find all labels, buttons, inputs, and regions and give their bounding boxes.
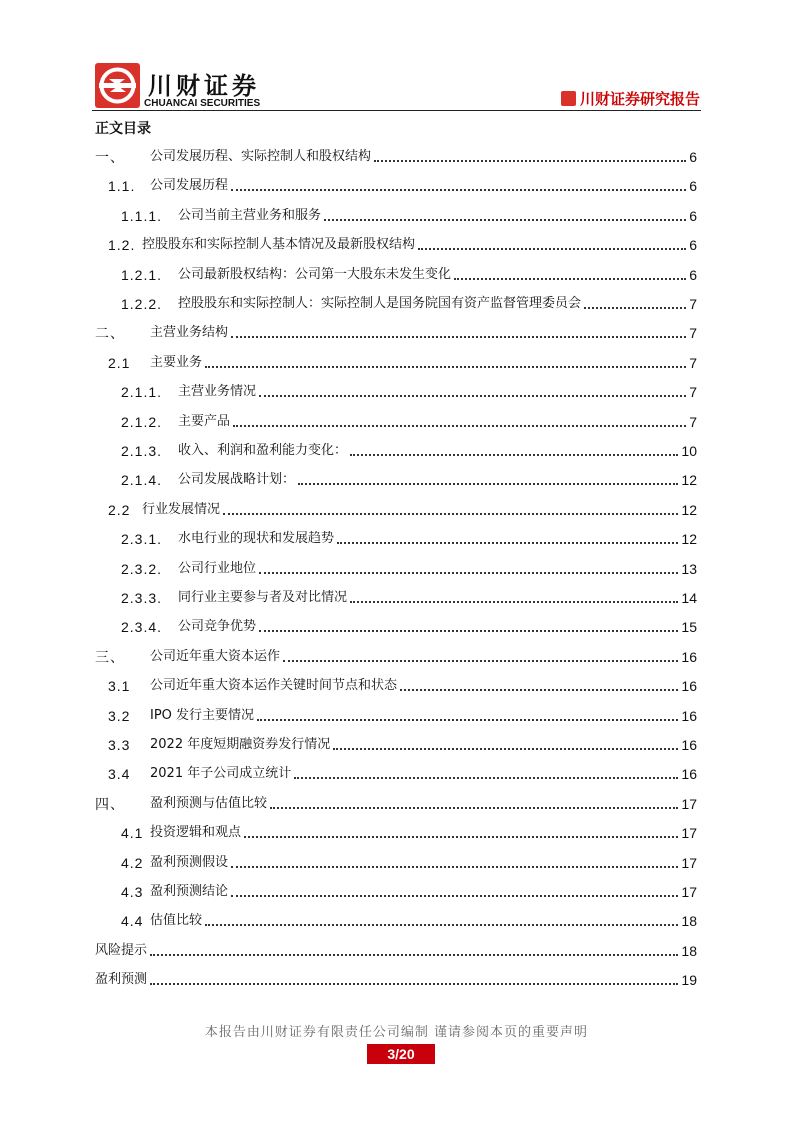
dot-leader	[257, 706, 678, 721]
toc-title-text: 估值比较	[150, 911, 202, 931]
toc-title-text: 控股股东和实际控制人基本情况及最新股权结构	[142, 235, 415, 255]
toc-title-text: 2021 年子公司成立统计	[150, 764, 291, 784]
toc-entry[interactable]	[95, 764, 697, 784]
toc-title-text: 盈利预测结论	[150, 882, 228, 902]
toc-number: 4.2	[121, 854, 144, 871]
toc-number: 4.1	[121, 825, 144, 842]
toc-entry[interactable]	[95, 735, 697, 755]
toc-number: 1.2.1.	[121, 266, 163, 283]
toc-number: 2.2	[108, 501, 131, 518]
toc-entry[interactable]	[95, 353, 697, 373]
dot-leader	[324, 206, 686, 221]
toc-title-text: 公司发展历程	[150, 176, 228, 196]
toc-number: 二、	[95, 325, 125, 342]
toc-entry[interactable]	[95, 676, 697, 696]
toc-number: 1.2.	[108, 237, 136, 254]
toc-entry[interactable]	[95, 529, 697, 549]
toc-entry[interactable]	[95, 470, 697, 490]
toc-number: 2.1.1.	[121, 384, 163, 401]
toc-entry[interactable]	[95, 294, 697, 314]
logo-icon	[95, 63, 140, 108]
toc-page: 18	[681, 913, 697, 930]
toc-title-text: 主营业务结构	[150, 323, 228, 343]
toc-page: 7	[689, 413, 697, 430]
toc-number: 3.4	[108, 766, 131, 783]
toc-number: 1.2.2.	[121, 296, 163, 312]
toc-title-text: 盈利预测	[95, 970, 147, 990]
dot-leader	[294, 764, 678, 779]
toc-page: 17	[681, 854, 697, 871]
toc-title-text: 投资逻辑和观点	[150, 823, 241, 843]
toc-entry[interactable]	[95, 323, 697, 343]
dot-leader	[259, 559, 678, 574]
toc-number: 3.3	[108, 737, 131, 753]
toc-page: 6	[689, 266, 697, 283]
toc-number: 1.1.1.	[121, 207, 163, 224]
toc-page: 10	[681, 443, 697, 459]
toc-page: 16	[681, 678, 697, 695]
toc-page: 7	[689, 354, 697, 371]
toc-title-text: 盈利预测假设	[150, 853, 228, 873]
toc-title-text: 公司竞争优势	[178, 617, 256, 637]
toc-entry[interactable]	[95, 412, 697, 432]
toc-number: 3.2	[108, 707, 131, 724]
report-label	[561, 88, 700, 109]
toc-number: 2.1	[108, 354, 131, 371]
dot-leader	[205, 353, 686, 368]
toc-entry[interactable]	[95, 823, 697, 843]
toc-number: 三、	[95, 648, 125, 665]
header-divider	[92, 110, 701, 111]
logo-mini-icon	[561, 91, 576, 106]
toc-title-text: 控股股东和实际控制人：实际控制人是国务院国有资产监督管理委员会	[178, 294, 581, 314]
toc-number: 一、	[95, 149, 125, 165]
toc-entry[interactable]	[95, 235, 697, 255]
toc-number: 4.3	[121, 884, 144, 900]
dot-leader	[259, 617, 678, 632]
toc-title-text: 同行业主要参与者及对比情况	[178, 588, 347, 608]
toc-page: 13	[681, 560, 697, 577]
toc-entry[interactable]	[95, 500, 697, 520]
toc-number: 2.3.2.	[121, 560, 163, 577]
dot-leader	[400, 676, 678, 691]
toc-entry[interactable]	[95, 382, 697, 402]
toc-number: 四、	[95, 795, 125, 812]
toc-page: 17	[681, 795, 697, 812]
toc-entry[interactable]	[95, 559, 697, 579]
toc-title-text: 主要产品	[178, 412, 230, 432]
toc-page: 17	[681, 825, 697, 842]
toc-number: 2.1.2.	[121, 413, 163, 430]
toc-title-text: 行业发展情况	[142, 500, 220, 520]
dot-leader	[337, 529, 678, 544]
toc-entry[interactable]	[95, 176, 697, 196]
dot-leader	[231, 882, 678, 897]
report-label-text: 川财证券研究报告	[579, 90, 700, 108]
toc-title-text: 主要业务	[150, 353, 202, 373]
toc-page: 16	[681, 707, 697, 724]
brand-name: 川财证券	[148, 72, 260, 100]
dot-leader	[584, 294, 686, 309]
dot-leader	[270, 794, 678, 809]
dot-leader	[223, 500, 678, 515]
toc-entry[interactable]	[95, 794, 697, 814]
dot-leader	[259, 382, 686, 397]
dot-leader	[233, 412, 686, 427]
dot-leader	[418, 235, 686, 250]
toc-title-text: 公司近年重大资本运作	[150, 647, 280, 667]
brand-name-en: CHUANCAI SECURITIES	[144, 98, 261, 109]
toc-title-text: 盈利预测与估值比较	[150, 794, 267, 814]
toc-page: 19	[681, 972, 697, 989]
toc-number: 1.1.	[108, 178, 136, 195]
toc-number: 2.3.1.	[121, 531, 163, 548]
toc-entry[interactable]	[95, 206, 697, 226]
toc-number: 3.1	[108, 678, 131, 695]
toc-page: 12	[681, 501, 697, 518]
toc-page: 12	[681, 531, 697, 548]
toc-page: 15	[681, 619, 697, 636]
toc-title-text: 公司当前主营业务和服务	[178, 206, 321, 226]
dot-leader	[298, 470, 678, 485]
toc-entry[interactable]	[95, 941, 697, 961]
toc-title: 正文目录	[95, 121, 151, 137]
toc-page: 18	[681, 942, 697, 959]
toc-title-text: 公司发展战略计划：	[178, 470, 295, 490]
toc-entry[interactable]	[95, 647, 697, 667]
toc-entry[interactable]	[95, 853, 697, 873]
toc-page: 6	[689, 149, 697, 165]
toc-entry[interactable]	[95, 706, 697, 726]
dot-leader	[374, 147, 686, 162]
toc-page: 6	[689, 178, 697, 195]
dot-leader	[333, 735, 678, 750]
toc-page: 6	[689, 207, 697, 224]
toc-page: 7	[689, 296, 697, 312]
dot-leader	[231, 176, 686, 191]
toc-page: 7	[689, 384, 697, 401]
toc-entry[interactable]	[95, 441, 697, 461]
toc-page: 16	[681, 766, 697, 783]
dot-leader	[283, 647, 678, 662]
toc-page: 7	[689, 325, 697, 342]
toc-entry[interactable]	[95, 882, 697, 902]
dot-leader	[454, 265, 686, 280]
toc-number: 4.4	[121, 913, 144, 930]
page-number: 3/20	[367, 1044, 435, 1064]
toc-page: 14	[681, 590, 697, 606]
toc-page: 17	[681, 884, 697, 900]
toc-title-text: 公司行业地位	[178, 559, 256, 579]
dot-leader	[205, 911, 678, 926]
dot-leader	[231, 323, 686, 338]
toc-number: 2.3.4.	[121, 619, 163, 636]
dot-leader	[244, 823, 678, 838]
dot-leader	[150, 941, 678, 956]
toc-title-text: 风险提示	[95, 941, 147, 961]
toc-title-text: IPO 发行主要情况	[150, 706, 254, 726]
toc-number: 2.1.4.	[121, 472, 163, 489]
toc-page: 6	[689, 237, 697, 254]
toc-title-text: 公司近年重大资本运作关键时间节点和状态	[150, 676, 397, 696]
toc-entry[interactable]	[95, 588, 697, 608]
toc-page: 16	[681, 737, 697, 753]
toc-title-text: 公司发展历程、实际控制人和股权结构	[150, 147, 371, 167]
toc-entry[interactable]	[95, 970, 697, 990]
dot-leader	[150, 970, 678, 985]
footer-disclaimer: 本报告由川财证券有限责任公司编制 谨请参阅本页的重要声明	[204, 1025, 589, 1040]
toc-title-text: 收入、利润和盈利能力变化：	[178, 441, 347, 461]
toc-title-text: 2022 年度短期融资券发行情况	[150, 735, 330, 755]
toc-entry[interactable]	[95, 911, 697, 931]
toc-number: 2.1.3.	[121, 443, 163, 459]
toc-number: 2.3.3.	[121, 590, 163, 606]
toc-title-text: 水电行业的现状和发展趋势	[178, 529, 334, 549]
dot-leader	[231, 853, 678, 868]
toc-entry[interactable]	[95, 617, 697, 637]
toc-page: 16	[681, 648, 697, 665]
dot-leader	[350, 441, 678, 456]
toc-page: 12	[681, 472, 697, 489]
dot-leader	[350, 588, 678, 603]
toc-title-text: 公司最新股权结构：公司第一大股东未发生变化	[178, 265, 451, 285]
toc-entry[interactable]	[95, 265, 697, 285]
toc-title-text: 主营业务情况	[178, 382, 256, 402]
toc-entry[interactable]	[95, 147, 697, 167]
